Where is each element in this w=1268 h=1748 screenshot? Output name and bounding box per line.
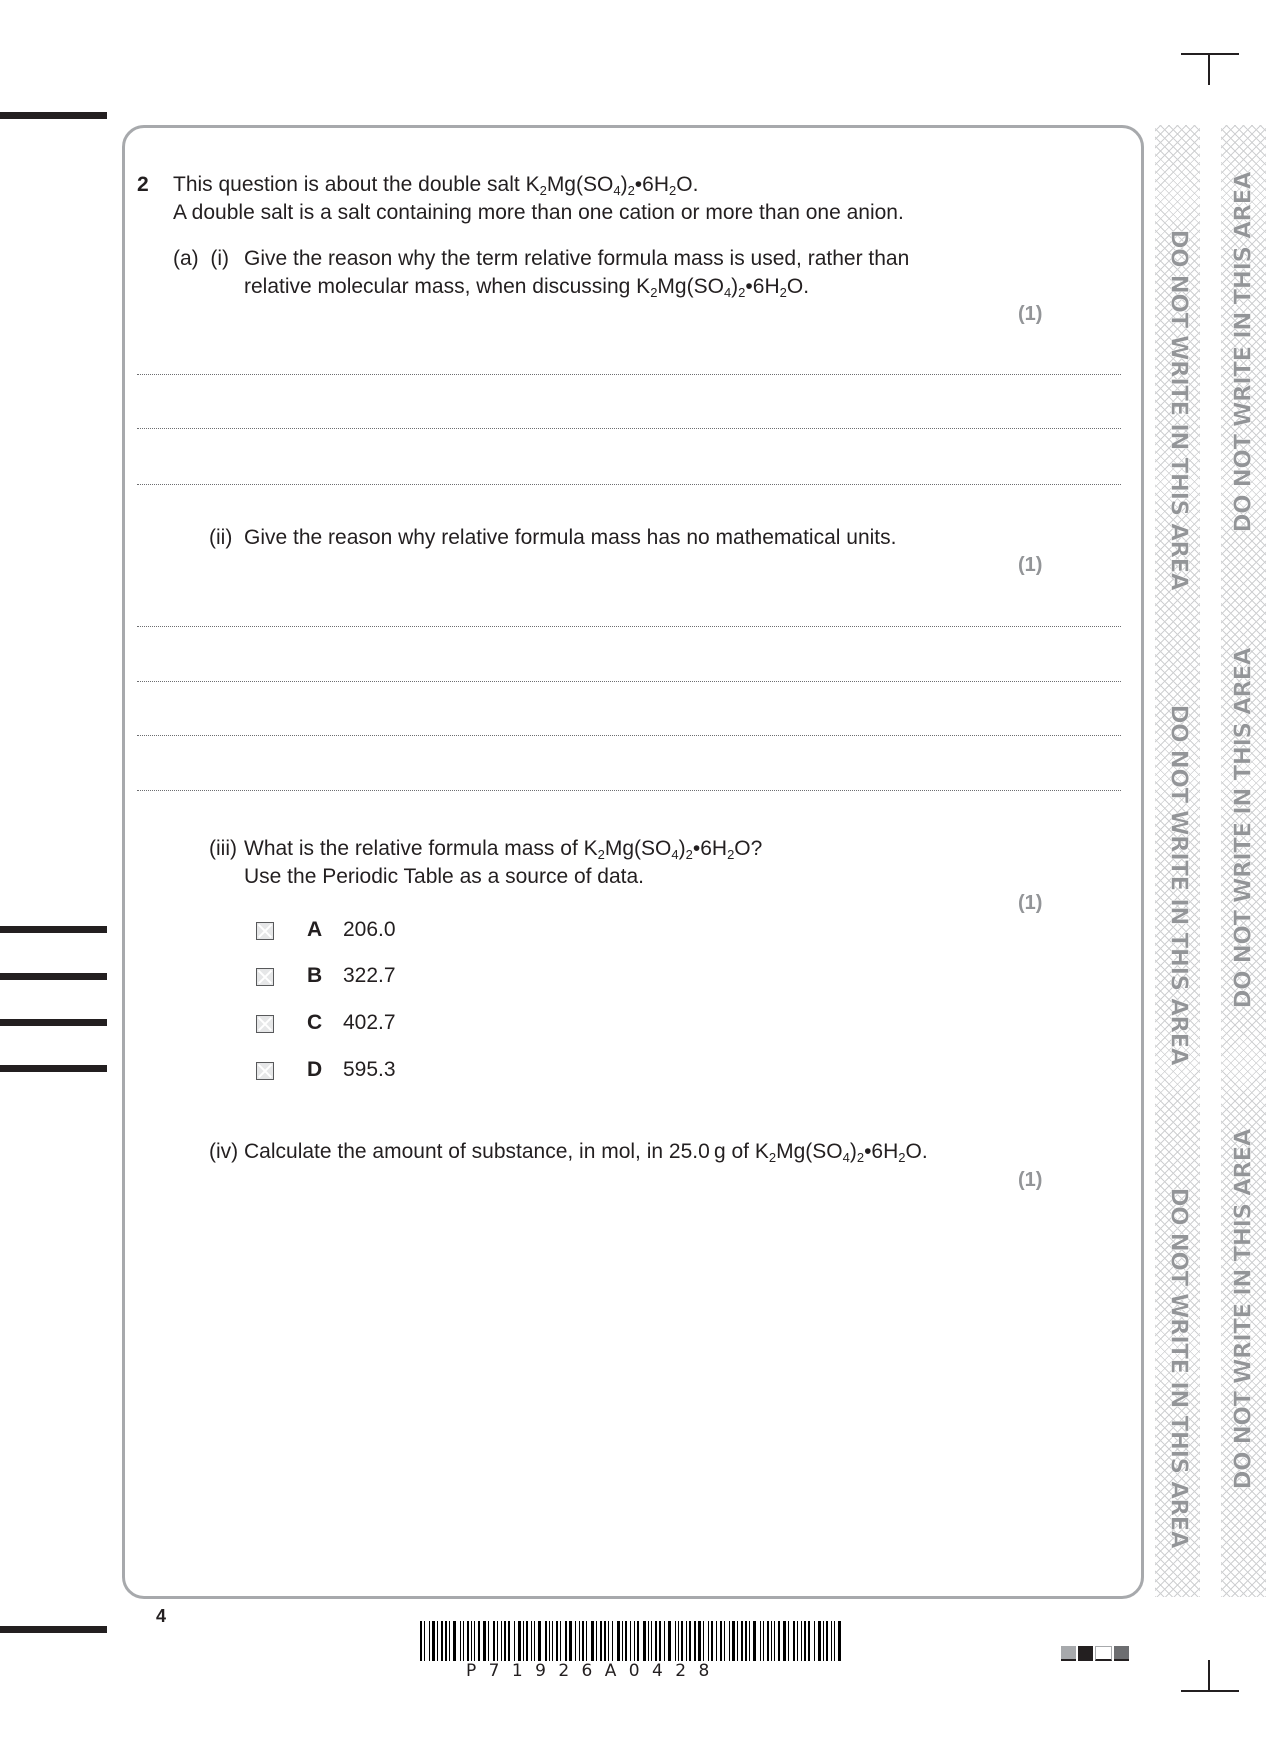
barcode-bar bbox=[565, 1621, 567, 1661]
crop-mark bbox=[1181, 1690, 1239, 1692]
margin-bar bbox=[0, 112, 107, 119]
barcode-bar bbox=[818, 1621, 821, 1661]
margin-bar bbox=[0, 973, 107, 980]
part-i-text-2: relative molecular mass, when discussing $K_2Mg(SO_4)_2•6H_2O$. bbox=[244, 275, 810, 300]
barcode-bar bbox=[760, 1621, 761, 1661]
barcode-bar bbox=[686, 1621, 687, 1661]
barcode-bar bbox=[463, 1621, 464, 1661]
barcode-bar bbox=[556, 1621, 558, 1661]
barcode-bar bbox=[801, 1621, 802, 1661]
barcode-bar bbox=[420, 1621, 422, 1661]
formula bbox=[755, 1140, 922, 1163]
barcode-bar bbox=[698, 1621, 701, 1661]
f: ) bbox=[620, 173, 628, 196]
barcode-bar bbox=[681, 1621, 683, 1661]
option-b-value: 322.7 bbox=[343, 964, 396, 987]
f: Mg(SO bbox=[604, 837, 672, 860]
barcode-bar bbox=[708, 1621, 709, 1661]
barcode-bar bbox=[694, 1621, 696, 1661]
no-write-label: DO NOT WRITE IN THIS AREA bbox=[1230, 1128, 1257, 1490]
answer-line[interactable] bbox=[137, 735, 1121, 736]
barcode-bar bbox=[504, 1621, 506, 1661]
f: O bbox=[905, 1140, 922, 1163]
barcode-bar bbox=[724, 1621, 725, 1661]
formula bbox=[584, 837, 751, 860]
question-intro-2: A double salt is a salt containing more than one cation or more than one anion. bbox=[173, 201, 904, 224]
barcode-bar bbox=[711, 1621, 713, 1661]
barcode-bar bbox=[716, 1621, 717, 1661]
crop-mark bbox=[1208, 1660, 1210, 1690]
barcode-bar bbox=[493, 1621, 495, 1661]
part-label: (iv) bbox=[209, 1140, 239, 1163]
barcode-bar bbox=[804, 1621, 806, 1661]
barcode-bar bbox=[745, 1621, 747, 1661]
barcode-bar bbox=[501, 1621, 502, 1661]
barcode-bar bbox=[514, 1621, 515, 1661]
barcode-bar bbox=[596, 1621, 597, 1661]
barcode-bar bbox=[488, 1621, 489, 1661]
formula bbox=[526, 173, 693, 196]
barcode-bar bbox=[826, 1621, 828, 1661]
question-number: 2 bbox=[137, 173, 149, 196]
barcode-text: P 7 1 9 2 6 A 0 4 2 8 bbox=[466, 1661, 713, 1681]
f: 2 bbox=[898, 1150, 906, 1165]
barcode-bar bbox=[659, 1621, 661, 1661]
option-d-value: 595.3 bbox=[343, 1058, 396, 1081]
f: 4 bbox=[613, 183, 621, 198]
part-iv-text: Calculate the amount of substance, in mol, in 25.0 g of $K_2Mg(SO_4)_2•6H_2O$. bbox=[244, 1140, 928, 1165]
barcode-bar bbox=[729, 1621, 730, 1661]
answer-line[interactable] bbox=[137, 681, 1121, 682]
barcode-bar bbox=[625, 1621, 627, 1661]
barcode-bar bbox=[582, 1621, 584, 1661]
barcode-bar bbox=[437, 1621, 438, 1661]
f: K bbox=[754, 1140, 769, 1163]
part-iii-text-2: Use the Periodic Table as a source of data. bbox=[244, 865, 645, 888]
barcode-bar bbox=[569, 1621, 572, 1661]
barcode-bar bbox=[552, 1621, 553, 1661]
answer-line[interactable] bbox=[137, 428, 1121, 429]
f: •6H bbox=[692, 837, 728, 860]
barcode-bar bbox=[586, 1621, 587, 1661]
barcode-bar bbox=[460, 1621, 461, 1661]
no-write-label: DO NOT WRITE IN THIS AREA bbox=[1165, 704, 1192, 1066]
crop-mark bbox=[1208, 53, 1210, 85]
barcode-bar bbox=[441, 1621, 443, 1661]
barcode-bar bbox=[478, 1621, 480, 1661]
barcode-bar bbox=[608, 1621, 609, 1661]
barcode-bar bbox=[783, 1621, 786, 1661]
margin-bar bbox=[0, 1626, 107, 1633]
barcode-bar bbox=[767, 1621, 769, 1661]
barcode-bar bbox=[771, 1621, 772, 1661]
margin-bar bbox=[0, 926, 107, 933]
part-label: (iii) bbox=[209, 837, 237, 860]
option-d-checkbox[interactable] bbox=[256, 1062, 274, 1080]
no-write-label: DO NOT WRITE IN THIS AREA bbox=[1230, 171, 1257, 533]
barcode-bar bbox=[648, 1621, 649, 1661]
barcode-bar bbox=[483, 1621, 486, 1661]
option-a-checkbox[interactable] bbox=[256, 922, 274, 940]
f: •6H bbox=[745, 275, 780, 298]
barcode-bar bbox=[560, 1621, 561, 1661]
marks: (1) bbox=[1018, 892, 1043, 914]
text: What is the relative formula mass of bbox=[244, 837, 584, 860]
barcode-bar bbox=[497, 1621, 498, 1661]
barcode-bar bbox=[741, 1621, 743, 1661]
barcode-bar bbox=[429, 1621, 430, 1661]
f: ) bbox=[731, 275, 739, 298]
f: 2 bbox=[856, 1150, 865, 1165]
barcode-bar bbox=[834, 1621, 835, 1661]
f: 2 bbox=[539, 183, 547, 198]
barcode-bar bbox=[774, 1621, 775, 1661]
answer-line[interactable] bbox=[137, 790, 1121, 791]
answer-line[interactable] bbox=[137, 626, 1121, 627]
marks: (1) bbox=[1018, 1169, 1043, 1191]
barcode-bar bbox=[737, 1621, 738, 1661]
f: 2 bbox=[738, 285, 746, 300]
text: ? bbox=[750, 837, 763, 860]
barcode-bar bbox=[474, 1621, 475, 1661]
f: ) bbox=[849, 1140, 857, 1163]
barcode-bar bbox=[637, 1621, 639, 1661]
intro-text: This question is about the double salt bbox=[173, 173, 526, 196]
barcode-bar bbox=[788, 1621, 789, 1661]
part-label: (a) (i) bbox=[173, 247, 229, 270]
part-ii-text: Give the reason why relative formula mass has no mathematical units. bbox=[244, 526, 897, 549]
barcode-bar bbox=[508, 1621, 510, 1661]
barcode-bar bbox=[720, 1621, 722, 1661]
working-area[interactable] bbox=[137, 1200, 1121, 1580]
barcode-bar bbox=[534, 1621, 535, 1661]
f: 2 bbox=[650, 285, 658, 300]
barcode-bar bbox=[445, 1621, 447, 1661]
f: ) bbox=[678, 837, 686, 860]
barcode-bar bbox=[831, 1621, 832, 1661]
answer-line[interactable] bbox=[137, 484, 1121, 485]
barcode-bar bbox=[797, 1621, 798, 1661]
marker-block bbox=[1078, 1646, 1093, 1661]
f: 2 bbox=[669, 183, 677, 198]
barcode-bar bbox=[531, 1621, 532, 1661]
barcode-bar bbox=[643, 1621, 646, 1661]
crop-mark bbox=[1181, 53, 1239, 55]
barcode-bar bbox=[763, 1621, 764, 1661]
answer-line[interactable] bbox=[137, 374, 1121, 375]
f: 4 bbox=[671, 847, 679, 862]
part-label: (ii) bbox=[209, 526, 233, 549]
f: •6H bbox=[634, 173, 669, 196]
barcode-bar bbox=[617, 1621, 620, 1661]
barcode-bar bbox=[467, 1621, 469, 1661]
barcode-bar bbox=[471, 1621, 472, 1661]
f: K bbox=[583, 837, 598, 860]
f: 2 bbox=[779, 285, 787, 300]
page-marker bbox=[1061, 1646, 1129, 1661]
barcode-bar bbox=[630, 1621, 631, 1661]
barcode-bar bbox=[526, 1621, 528, 1661]
f: Mg(SO bbox=[546, 173, 614, 196]
f: 2 bbox=[768, 1150, 777, 1165]
text: Calculate the amount of substance, in mol, in 25.0 g of bbox=[244, 1140, 755, 1163]
barcode-bar bbox=[591, 1621, 594, 1661]
option-b-checkbox[interactable] bbox=[256, 968, 274, 986]
part-iii-text bbox=[244, 835, 762, 863]
option-c-letter: C bbox=[307, 1011, 323, 1034]
page-number: 4 bbox=[156, 1606, 167, 1626]
f: K bbox=[636, 275, 651, 298]
barcode-bar bbox=[453, 1621, 456, 1661]
option-c-checkbox[interactable] bbox=[256, 1015, 274, 1033]
f: 4 bbox=[842, 1150, 850, 1165]
barcode-bar bbox=[689, 1621, 691, 1661]
marks: (1) bbox=[1018, 554, 1043, 576]
f: O bbox=[786, 275, 804, 298]
barcode-bar bbox=[518, 1621, 521, 1661]
margin-bar bbox=[0, 1065, 107, 1072]
part-i-text: Give the reason why the term relative formula mass is used, rather than bbox=[244, 247, 910, 270]
text: relative molecular mass, when discussing bbox=[244, 275, 637, 298]
f: O bbox=[734, 837, 751, 860]
option-b-letter: B bbox=[307, 964, 323, 987]
f: O bbox=[676, 173, 693, 196]
barcode-bar bbox=[549, 1621, 550, 1661]
f: 2 bbox=[597, 847, 605, 862]
barcode-bar bbox=[675, 1621, 676, 1661]
barcode-bar bbox=[732, 1621, 735, 1661]
barcode-bar bbox=[753, 1621, 756, 1661]
marks: (1) bbox=[1018, 303, 1043, 325]
marker-block bbox=[1095, 1646, 1112, 1661]
barcode-bar bbox=[651, 1621, 652, 1661]
option-a-value: 206.0 bbox=[343, 918, 396, 941]
marker-block bbox=[1114, 1646, 1129, 1661]
barcode-bar bbox=[523, 1621, 524, 1661]
barcode-bar bbox=[823, 1621, 824, 1661]
f: 4 bbox=[723, 285, 732, 300]
f: Mg(SO bbox=[776, 1140, 843, 1163]
barcode-bar bbox=[664, 1621, 665, 1661]
f: K bbox=[525, 173, 540, 196]
barcode-bar bbox=[668, 1621, 671, 1661]
barcode-bar bbox=[432, 1621, 435, 1661]
f: 2 bbox=[685, 847, 693, 862]
barcode-bar bbox=[808, 1621, 810, 1661]
barcode-bar bbox=[604, 1621, 606, 1661]
no-write-label: DO NOT WRITE IN THIS AREA bbox=[1165, 1187, 1192, 1549]
barcode-bar bbox=[634, 1621, 635, 1661]
barcode-bar bbox=[749, 1621, 750, 1661]
barcode-bar bbox=[424, 1621, 425, 1661]
f: 2 bbox=[727, 847, 735, 862]
barcode-bar bbox=[793, 1621, 795, 1661]
option-a-letter: A bbox=[307, 918, 323, 941]
no-write-label: DO NOT WRITE IN THIS AREA bbox=[1230, 647, 1257, 1009]
barcode-bar bbox=[579, 1621, 580, 1661]
barcode-bar bbox=[600, 1621, 602, 1661]
question-intro: This question is about the double salt $K_2Mg(SO_4)_2•6H_2O$. bbox=[173, 173, 699, 198]
barcode-bar bbox=[545, 1621, 547, 1661]
option-d-letter: D bbox=[307, 1058, 323, 1081]
barcode-bar bbox=[655, 1621, 657, 1661]
barcode-bar bbox=[814, 1621, 815, 1661]
barcode-bar bbox=[575, 1621, 576, 1661]
barcode-bar bbox=[703, 1621, 704, 1661]
barcode-bar bbox=[538, 1621, 541, 1661]
barcode-bar bbox=[838, 1621, 841, 1661]
f: Mg(SO bbox=[657, 275, 724, 298]
barcode-bar bbox=[778, 1621, 780, 1661]
no-write-label: DO NOT WRITE IN THIS AREA bbox=[1165, 229, 1192, 591]
barcode-bar bbox=[622, 1621, 623, 1661]
barcode-bar bbox=[449, 1621, 450, 1661]
marker-block bbox=[1061, 1646, 1076, 1661]
option-c-value: 402.7 bbox=[343, 1011, 396, 1034]
barcode-bar bbox=[678, 1621, 679, 1661]
formula bbox=[636, 275, 803, 298]
f: •6H bbox=[864, 1140, 899, 1163]
barcode-bar bbox=[612, 1621, 613, 1661]
f: 2 bbox=[627, 183, 635, 198]
margin-bar bbox=[0, 1019, 107, 1026]
